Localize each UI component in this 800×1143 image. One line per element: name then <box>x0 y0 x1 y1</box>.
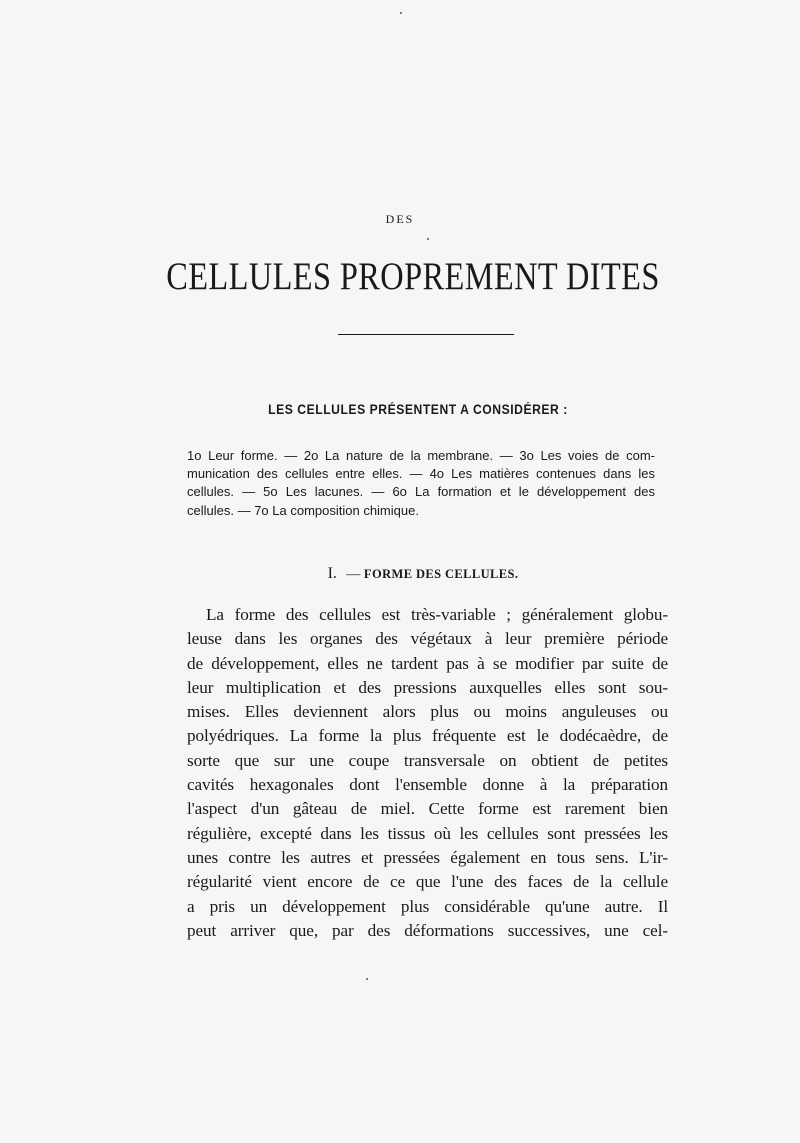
page-title: CELLULES PROPREMENT DITES <box>166 255 660 298</box>
title-rule <box>338 334 514 335</box>
body-line: peut arriver que, par des déformations successives, une cel- <box>187 920 668 940</box>
body-line: régularité vient encore de ce que l'une des faces de la cellule <box>187 872 668 892</box>
section-label: FORME DES CELLULES. <box>363 567 519 581</box>
section-heading <box>0 565 800 583</box>
summary-line: cellules. — 5o Les lacunes. — 6o La formation et le développement des <box>187 484 655 500</box>
body-line: a pris un développement plus considérable qu'une autre. Il <box>187 896 668 916</box>
body-line: polyédriques. La forme la plus fréquente est le dodécaèdre, de <box>187 726 668 746</box>
paper-speck <box>400 12 402 14</box>
paper-speck <box>427 238 429 240</box>
body-line: régulière, excepté dans les tissus où les cellules sont pressées les <box>187 823 668 843</box>
summary-line: cellules. — 7o La composition chimique. <box>187 502 419 518</box>
body-paragraph <box>187 603 668 943</box>
summary-paragraph <box>187 447 655 520</box>
body-line: La forme des cellules est très-variable ; généralement globu- <box>206 605 668 624</box>
body-line: unes contre les autres et pressées également en tous sens. L'ir- <box>187 847 668 867</box>
body-line: sorte que sur une coupe transversale on obtient de petites <box>187 750 668 770</box>
body-line: de développement, elles ne tardent pas à se modifier par suite de <box>187 653 668 673</box>
paper-speck <box>366 978 368 980</box>
summary-line: munication des cellules entre elles. — 4o Les matières contenues dans les <box>187 466 655 482</box>
section-number: I. <box>327 565 337 582</box>
body-line: l'aspect d'un gâteau de miel. Cette forme est rarement bien <box>187 799 668 819</box>
body-line: cavités hexagonales dont l'ensemble donne à la préparation <box>187 775 668 795</box>
section-dash: — <box>346 567 361 582</box>
summary-line: 1o Leur forme. — 2o La nature de la membrane. — 3o Les voies de com- <box>187 448 655 463</box>
body-line: leur multiplication et des pressions auxquelles elles sont sou- <box>187 677 668 697</box>
body-line: leuse dans les organes des végétaux à leur première période <box>187 629 668 649</box>
heading-kicker: DES <box>385 212 415 226</box>
body-line: mises. Elles deviennent alors plus ou moins anguleuses ou <box>187 702 668 722</box>
subheading: LES CELLULES PRÉSENTENT A CONSIDÉRER : <box>268 402 568 417</box>
